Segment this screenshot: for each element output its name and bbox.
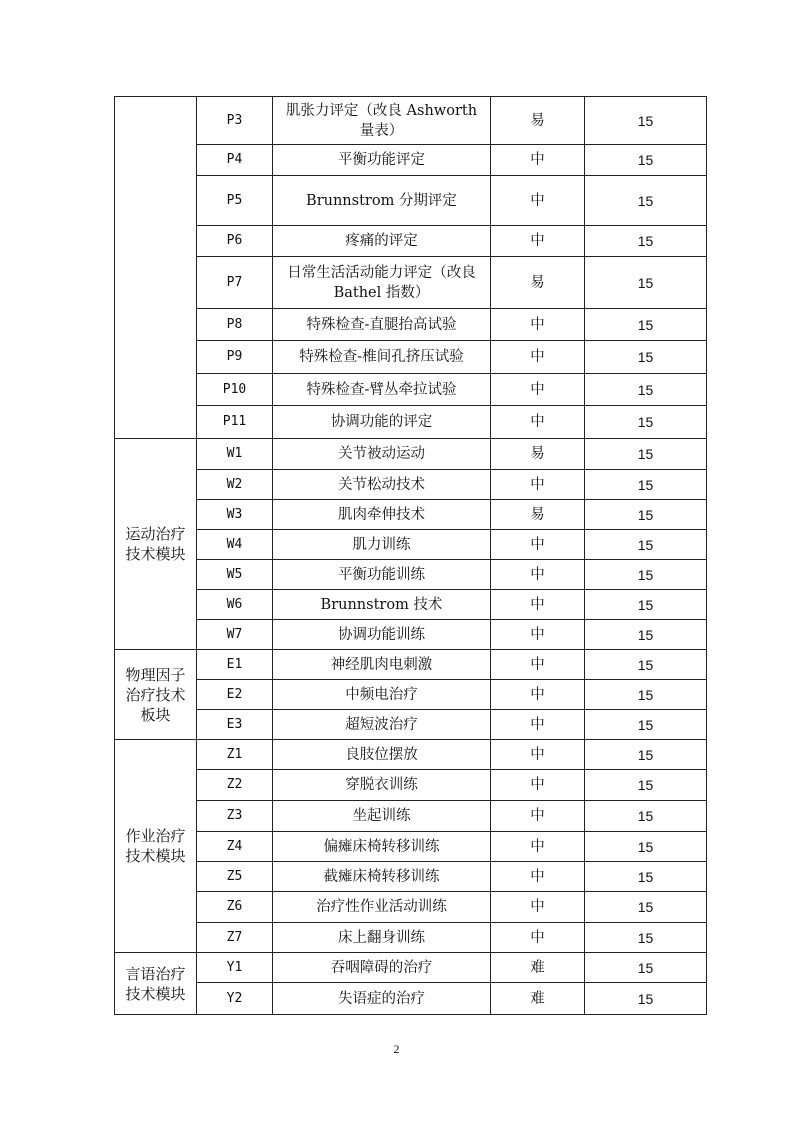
item-id-cell: Z1: [197, 740, 273, 770]
item-id-cell: W6: [197, 590, 273, 620]
difficulty-cell: 中: [491, 374, 585, 406]
difficulty-cell: 易: [491, 439, 585, 470]
item-id-cell: P3: [197, 97, 273, 145]
score-cell: 15: [585, 309, 707, 341]
table-row: [115, 257, 707, 309]
difficulty-cell: 中: [491, 145, 585, 176]
item-name-cell: 良肢位摆放: [273, 740, 491, 770]
item-id-cell: Y1: [197, 953, 273, 983]
table-row: [115, 560, 707, 590]
difficulty-cell: 中: [491, 923, 585, 953]
item-name-cell: 穿脱衣训练: [273, 770, 491, 801]
item-id-cell: Y2: [197, 983, 273, 1015]
difficulty-cell: 易: [491, 97, 585, 145]
score-cell: 15: [585, 560, 707, 590]
difficulty-cell: 易: [491, 257, 585, 309]
score-cell: 15: [585, 590, 707, 620]
difficulty-cell: 中: [491, 176, 585, 226]
table-row: [115, 97, 707, 145]
score-cell: 15: [585, 862, 707, 892]
difficulty-cell: 中: [491, 832, 585, 862]
difficulty-cell: 中: [491, 770, 585, 801]
table-row: [115, 590, 707, 620]
item-name-cell: 肌肉牵伸技术: [273, 500, 491, 530]
score-cell: 15: [585, 892, 707, 923]
item-id-cell: Z3: [197, 801, 273, 832]
difficulty-cell: 易: [491, 500, 585, 530]
score-cell: 15: [585, 770, 707, 801]
item-name-cell: 治疗性作业活动训练: [273, 892, 491, 923]
score-cell: 15: [585, 801, 707, 832]
table-row: [115, 770, 707, 801]
item-id-cell: W1: [197, 439, 273, 470]
item-id-cell: P10: [197, 374, 273, 406]
item-name-cell: 关节松动技术: [273, 470, 491, 500]
item-name-cell: 中频电治疗: [273, 680, 491, 710]
difficulty-cell: 难: [491, 953, 585, 983]
table-row: [115, 892, 707, 923]
item-name-cell: 特殊检查-臂丛牵拉试验: [273, 374, 491, 406]
score-cell: 15: [585, 983, 707, 1015]
module-cell: 言语治疗 技术模块: [115, 953, 197, 1015]
difficulty-cell: 中: [491, 226, 585, 257]
item-id-cell: Z7: [197, 923, 273, 953]
skills-table: [114, 96, 707, 1015]
score-cell: 15: [585, 470, 707, 500]
item-id-cell: E1: [197, 650, 273, 680]
table-row: [115, 500, 707, 530]
module-cell: [115, 97, 197, 439]
item-name-cell: 疼痛的评定: [273, 226, 491, 257]
score-cell: 15: [585, 953, 707, 983]
difficulty-cell: 中: [491, 892, 585, 923]
item-id-cell: P9: [197, 341, 273, 374]
module-cell: 作业治疗 技术模块: [115, 740, 197, 953]
item-name-cell: 坐起训练: [273, 801, 491, 832]
table-row: [115, 470, 707, 500]
item-id-cell: W3: [197, 500, 273, 530]
table-row: [115, 953, 707, 983]
item-id-cell: P5: [197, 176, 273, 226]
item-id-cell: E3: [197, 710, 273, 740]
table-row: [115, 176, 707, 226]
difficulty-cell: 中: [491, 530, 585, 560]
item-name-cell: 日常生活活动能力评定（改良 Bathel 指数）: [273, 257, 491, 309]
item-name-cell: 偏瘫床椅转移训练: [273, 832, 491, 862]
difficulty-cell: 中: [491, 406, 585, 439]
score-cell: 15: [585, 650, 707, 680]
item-name-cell: 截瘫床椅转移训练: [273, 862, 491, 892]
score-cell: 15: [585, 374, 707, 406]
item-id-cell: W7: [197, 620, 273, 650]
item-id-cell: Z6: [197, 892, 273, 923]
score-cell: 15: [585, 145, 707, 176]
table-row: [115, 530, 707, 560]
item-name-cell: 平衡功能训练: [273, 560, 491, 590]
difficulty-cell: 中: [491, 680, 585, 710]
skills-table-body: [115, 97, 707, 1015]
item-name-cell: 特殊检查-直腿抬高试验: [273, 309, 491, 341]
item-id-cell: W5: [197, 560, 273, 590]
item-name-cell: Brunnstrom 技术: [273, 590, 491, 620]
item-id-cell: Z5: [197, 862, 273, 892]
difficulty-cell: 中: [491, 341, 585, 374]
difficulty-cell: 中: [491, 650, 585, 680]
item-name-cell: 床上翻身训练: [273, 923, 491, 953]
item-id-cell: P6: [197, 226, 273, 257]
difficulty-cell: 中: [491, 620, 585, 650]
score-cell: 15: [585, 97, 707, 145]
score-cell: 15: [585, 680, 707, 710]
difficulty-cell: 中: [491, 740, 585, 770]
item-name-cell: 肌张力评定（改良 Ashworth 量表）: [273, 97, 491, 145]
difficulty-cell: 中: [491, 470, 585, 500]
item-name-cell: 特殊检查-椎间孔挤压试验: [273, 341, 491, 374]
difficulty-cell: 中: [491, 801, 585, 832]
score-cell: 15: [585, 740, 707, 770]
item-id-cell: W2: [197, 470, 273, 500]
table-row: [115, 439, 707, 470]
table-row: [115, 923, 707, 953]
table-row: [115, 650, 707, 680]
item-id-cell: Z2: [197, 770, 273, 801]
table-row: [115, 374, 707, 406]
item-id-cell: P8: [197, 309, 273, 341]
page-number: 2: [393, 1042, 400, 1056]
table-row: [115, 226, 707, 257]
score-cell: 15: [585, 341, 707, 374]
table-row: [115, 406, 707, 439]
score-cell: 15: [585, 257, 707, 309]
item-id-cell: P11: [197, 406, 273, 439]
table-row: [115, 145, 707, 176]
score-cell: 15: [585, 226, 707, 257]
score-cell: 15: [585, 620, 707, 650]
score-cell: 15: [585, 406, 707, 439]
item-id-cell: W4: [197, 530, 273, 560]
item-name-cell: 超短波治疗: [273, 710, 491, 740]
module-cell: 物理因子 治疗技术 板块: [115, 650, 197, 740]
item-id-cell: P4: [197, 145, 273, 176]
item-id-cell: P7: [197, 257, 273, 309]
item-name-cell: 吞咽障碍的治疗: [273, 953, 491, 983]
difficulty-cell: 中: [491, 710, 585, 740]
table-row: [115, 710, 707, 740]
table-row: [115, 801, 707, 832]
item-name-cell: Brunnstrom 分期评定: [273, 176, 491, 226]
item-name-cell: 失语症的治疗: [273, 983, 491, 1015]
score-cell: 15: [585, 923, 707, 953]
score-cell: 15: [585, 832, 707, 862]
item-name-cell: 协调功能训练: [273, 620, 491, 650]
difficulty-cell: 中: [491, 309, 585, 341]
difficulty-cell: 中: [491, 590, 585, 620]
table-row: [115, 862, 707, 892]
difficulty-cell: 中: [491, 862, 585, 892]
difficulty-cell: 中: [491, 560, 585, 590]
table-row: [115, 832, 707, 862]
score-cell: 15: [585, 176, 707, 226]
table-row: [115, 983, 707, 1015]
score-cell: 15: [585, 530, 707, 560]
table-row: [115, 740, 707, 770]
table-row: [115, 680, 707, 710]
score-cell: 15: [585, 500, 707, 530]
item-name-cell: 平衡功能评定: [273, 145, 491, 176]
item-id-cell: E2: [197, 680, 273, 710]
score-cell: 15: [585, 439, 707, 470]
table-row: [115, 341, 707, 374]
table-row: [115, 620, 707, 650]
item-name-cell: 肌力训练: [273, 530, 491, 560]
item-name-cell: 关节被动运动: [273, 439, 491, 470]
module-cell: 运动治疗 技术模块: [115, 439, 197, 650]
item-name-cell: 协调功能的评定: [273, 406, 491, 439]
score-cell: 15: [585, 710, 707, 740]
difficulty-cell: 难: [491, 983, 585, 1015]
item-id-cell: Z4: [197, 832, 273, 862]
table-row: [115, 309, 707, 341]
item-name-cell: 神经肌肉电刺激: [273, 650, 491, 680]
